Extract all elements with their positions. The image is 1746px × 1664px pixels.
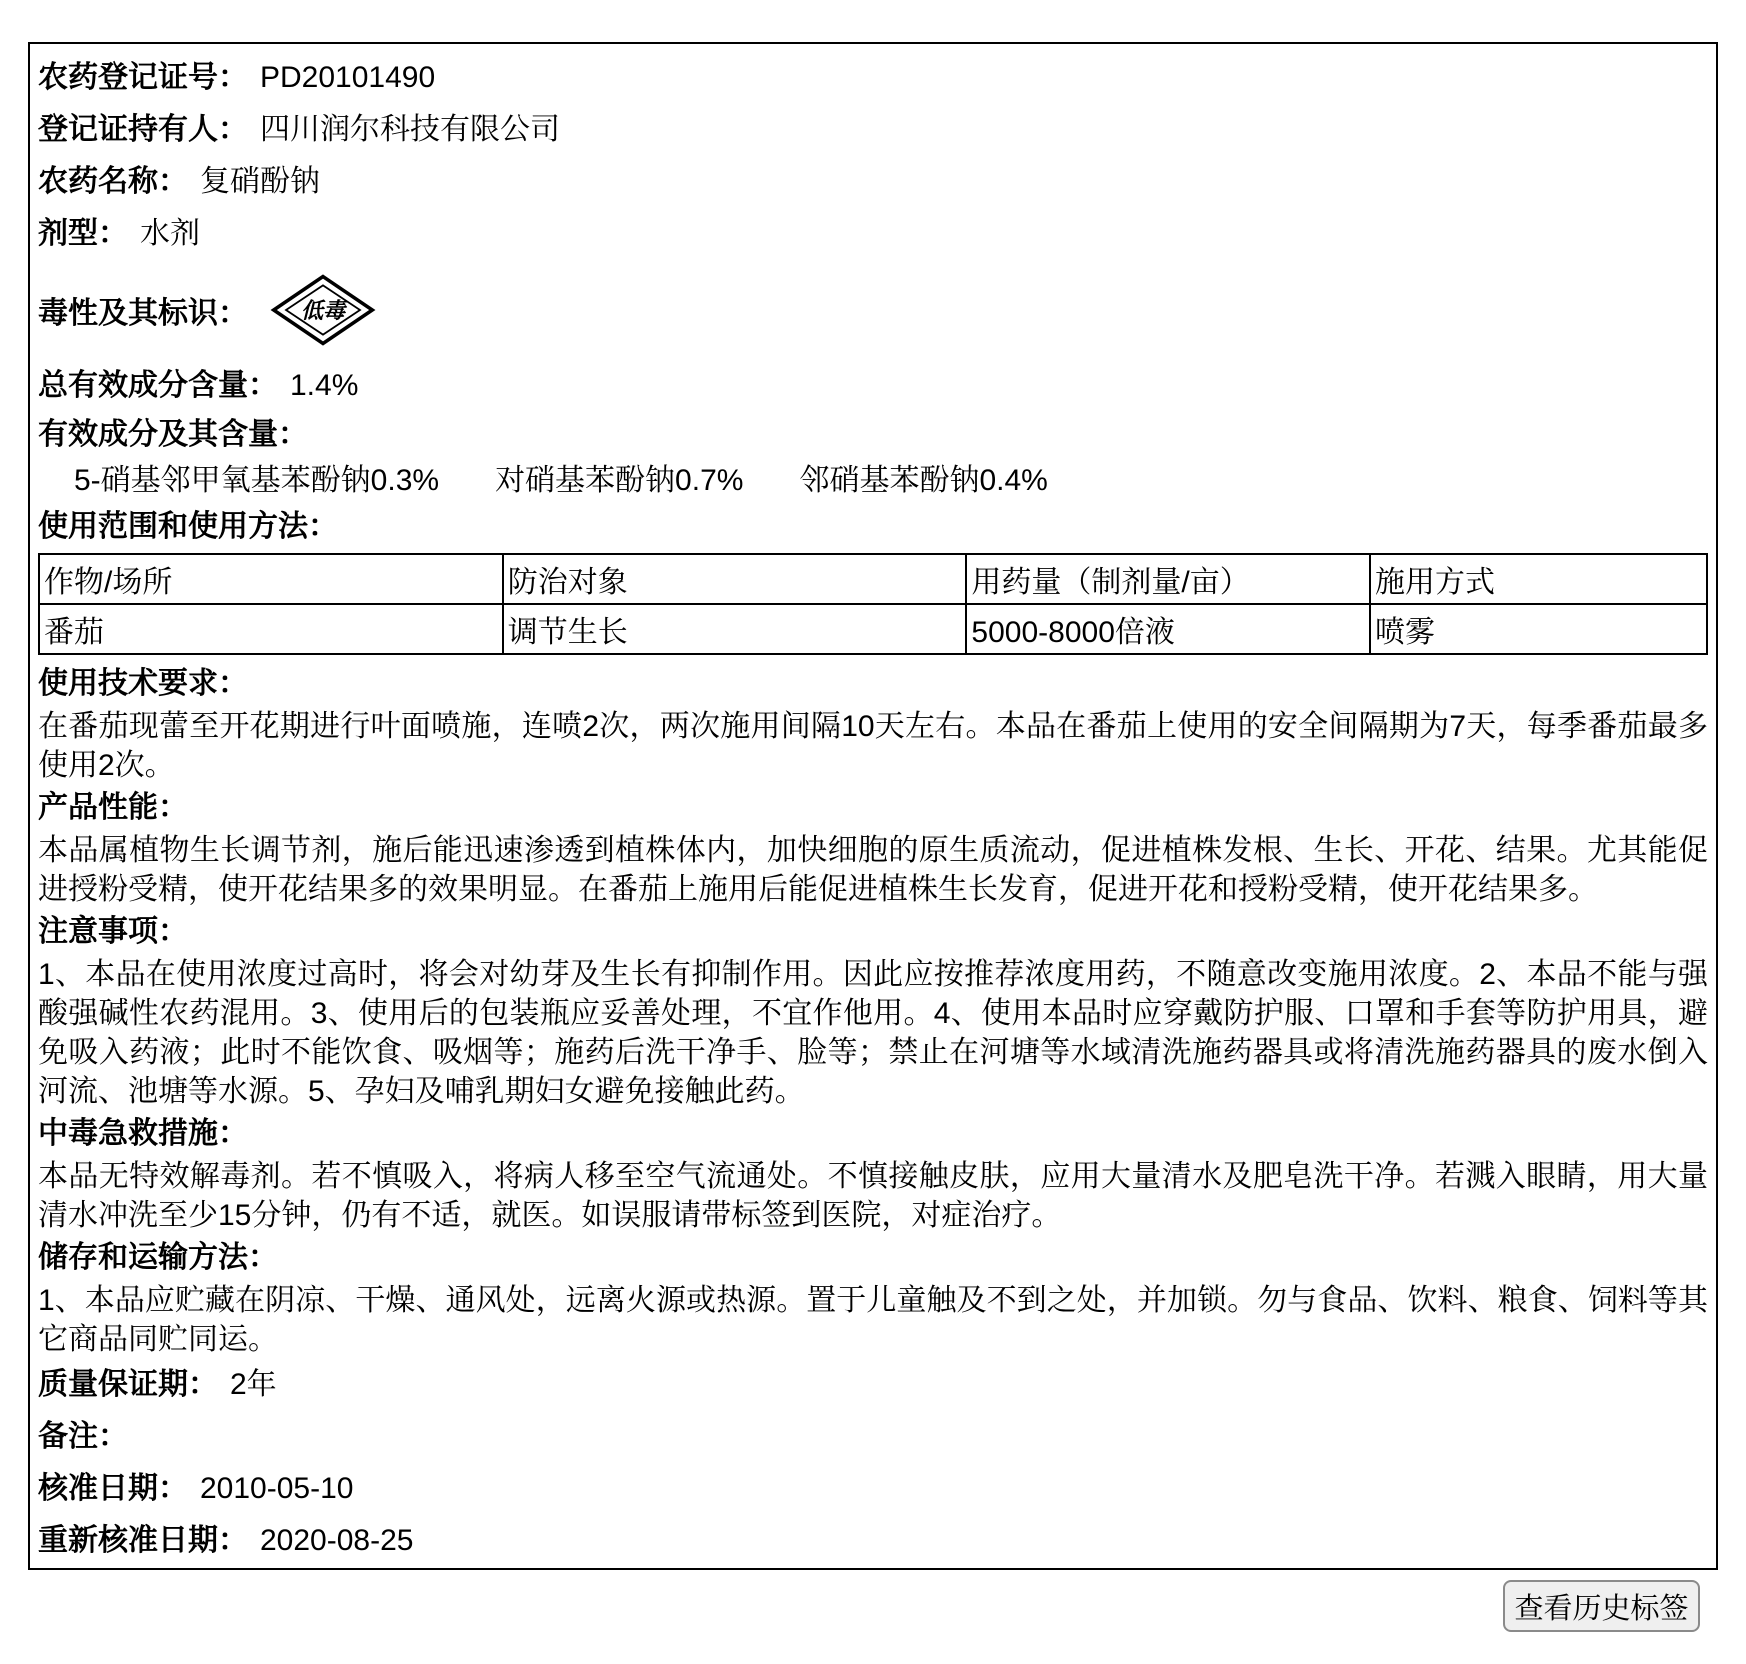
approval-date-value: 2010-05-10 [200,1472,354,1505]
section-body-first-aid: 本品无特效解毒剂。若不慎吸入，将病人移至空气流通处。不慎接触皮肤，应用大量清水及肥皂洗干净。若溅入眼睛，用大量清水冲洗至少15分钟，仍有不适，就医。如误服请带标签到医院，对症治疗。 [38,1160,1708,1232]
section-heading-first-aid: 中毒急救措施： [38,1117,248,1150]
section-heading-product-performance: 产品性能： [38,791,188,824]
certificate-holder-label: 登记证持有人： [38,113,248,146]
registration-number-label: 农药登记证号： [38,61,248,94]
section-heading-storage-transport: 储存和运输方法： [38,1241,278,1274]
toxicity-label: 毒性及其标识： [38,297,248,330]
cell-target: 调节生长 [503,604,967,654]
pesticide-name-label: 农药名称： [38,165,188,198]
cell-method: 喷雾 [1370,604,1707,654]
usage-table-header-row [39,554,1707,604]
section-body-product-performance: 本品属植物生长调节剂，施后能迅速渗透到植株体内，加快细胞的原生质流动，促进植株发根、生长、开花、结果。尤其能促进授粉受精，使开花结果多的效果明显。在番茄上施用后能促进植株生长发育，促进开花和授粉受精，使开花结果多。 [38,834,1708,906]
column-header-crop: 作物/场所 [39,554,503,604]
pesticide-name-value: 复硝酚钠 [200,165,320,198]
warranty-period-value: 2年 [230,1368,277,1401]
usage-table-heading: 使用范围和使用方法： [38,510,338,543]
section-body-storage-transport: 1、本品应贮藏在阴凉、干燥、通风处，远离火源或热源。置于儿童触及不到之处，并加锁。勿与食品、饮料、粮食、饲料等其它商品同贮同运。 [38,1284,1708,1356]
section-heading-technical-requirements: 使用技术要求： [38,667,248,700]
low-toxicity-diamond-icon [270,273,376,347]
reapproval-date-value: 2020-08-25 [260,1524,414,1557]
field-approval-date [38,1463,1708,1515]
section-heading-precautions: 注意事项： [38,915,188,948]
column-header-dosage: 用药量（制剂量/亩） [966,554,1370,604]
field-reapproval-date [38,1515,1708,1567]
registration-number-value: PD20101490 [260,61,436,94]
field-certificate-holder [38,104,1708,156]
ingredients-heading: 有效成分及其含量： [38,418,308,451]
field-total-content [38,360,1708,412]
column-header-target: 防治对象 [503,554,967,604]
section-body-precautions: 1、本品在使用浓度过高时，将会对幼芽及生长有抑制作用。因此应按推荐浓度用药，不随意改变施用浓度。2、本品不能与强酸强碱性农药混用。3、使用后的包装瓶应妥善处理，不宜作他用。4、使用本品时应穿戴防护服、口罩和手套等防护用具，避免吸入药液；此时不能饮食、吸烟等；施药后洗干净手、脸等；禁止在河塘等水域清洗施药器具或将清洗施药器具的废水倒入河流、池塘等水源。5、孕妇及哺乳期妇女避免接触此药。 [38,958,1708,1108]
usage-table [38,553,1708,655]
reapproval-date-label: 重新核准日期： [38,1524,248,1557]
ingredient-item: 5-硝基邻甲氧基苯酚钠0.3% [74,464,440,497]
section-body-technical-requirements: 在番茄现蕾至开花期进行叶面喷施，连喷2次，两次施用间隔10天左右。本品在番茄上使用的安全间隔期为7天，每季番茄最多使用2次。 [38,710,1708,782]
usage-table-data-row [39,604,1707,654]
remark-label: 备注： [38,1420,128,1453]
view-history-labels-button[interactable]: 查看历史标签 [1503,1580,1700,1632]
cell-crop: 番茄 [39,604,503,654]
ingredient-item: 对硝基苯酚钠0.7% [495,464,744,497]
certificate-holder-value: 四川润尔科技有限公司 [260,113,560,146]
warranty-period-label: 质量保证期： [38,1368,218,1401]
ingredients-line [38,458,1708,504]
total-content-value: 1.4% [290,369,359,402]
ingredient-item: 邻硝基苯酚钠0.4% [799,464,1048,497]
cell-dosage: 5000-8000倍液 [966,604,1370,654]
field-warranty-period [38,1359,1708,1411]
field-registration-number [38,52,1708,104]
formulation-label: 剂型： [38,217,128,250]
toxicity-icon-text: 低毒 [300,297,346,323]
column-header-method: 施用方式 [1370,554,1707,604]
field-toxicity [38,260,1708,360]
total-content-label: 总有效成分含量： [38,369,278,402]
field-formulation [38,208,1708,260]
pesticide-label-document [28,42,1718,1570]
field-remark [38,1411,1708,1463]
field-pesticide-name [38,156,1708,208]
formulation-value: 水剂 [140,217,200,250]
approval-date-label: 核准日期： [38,1472,188,1505]
